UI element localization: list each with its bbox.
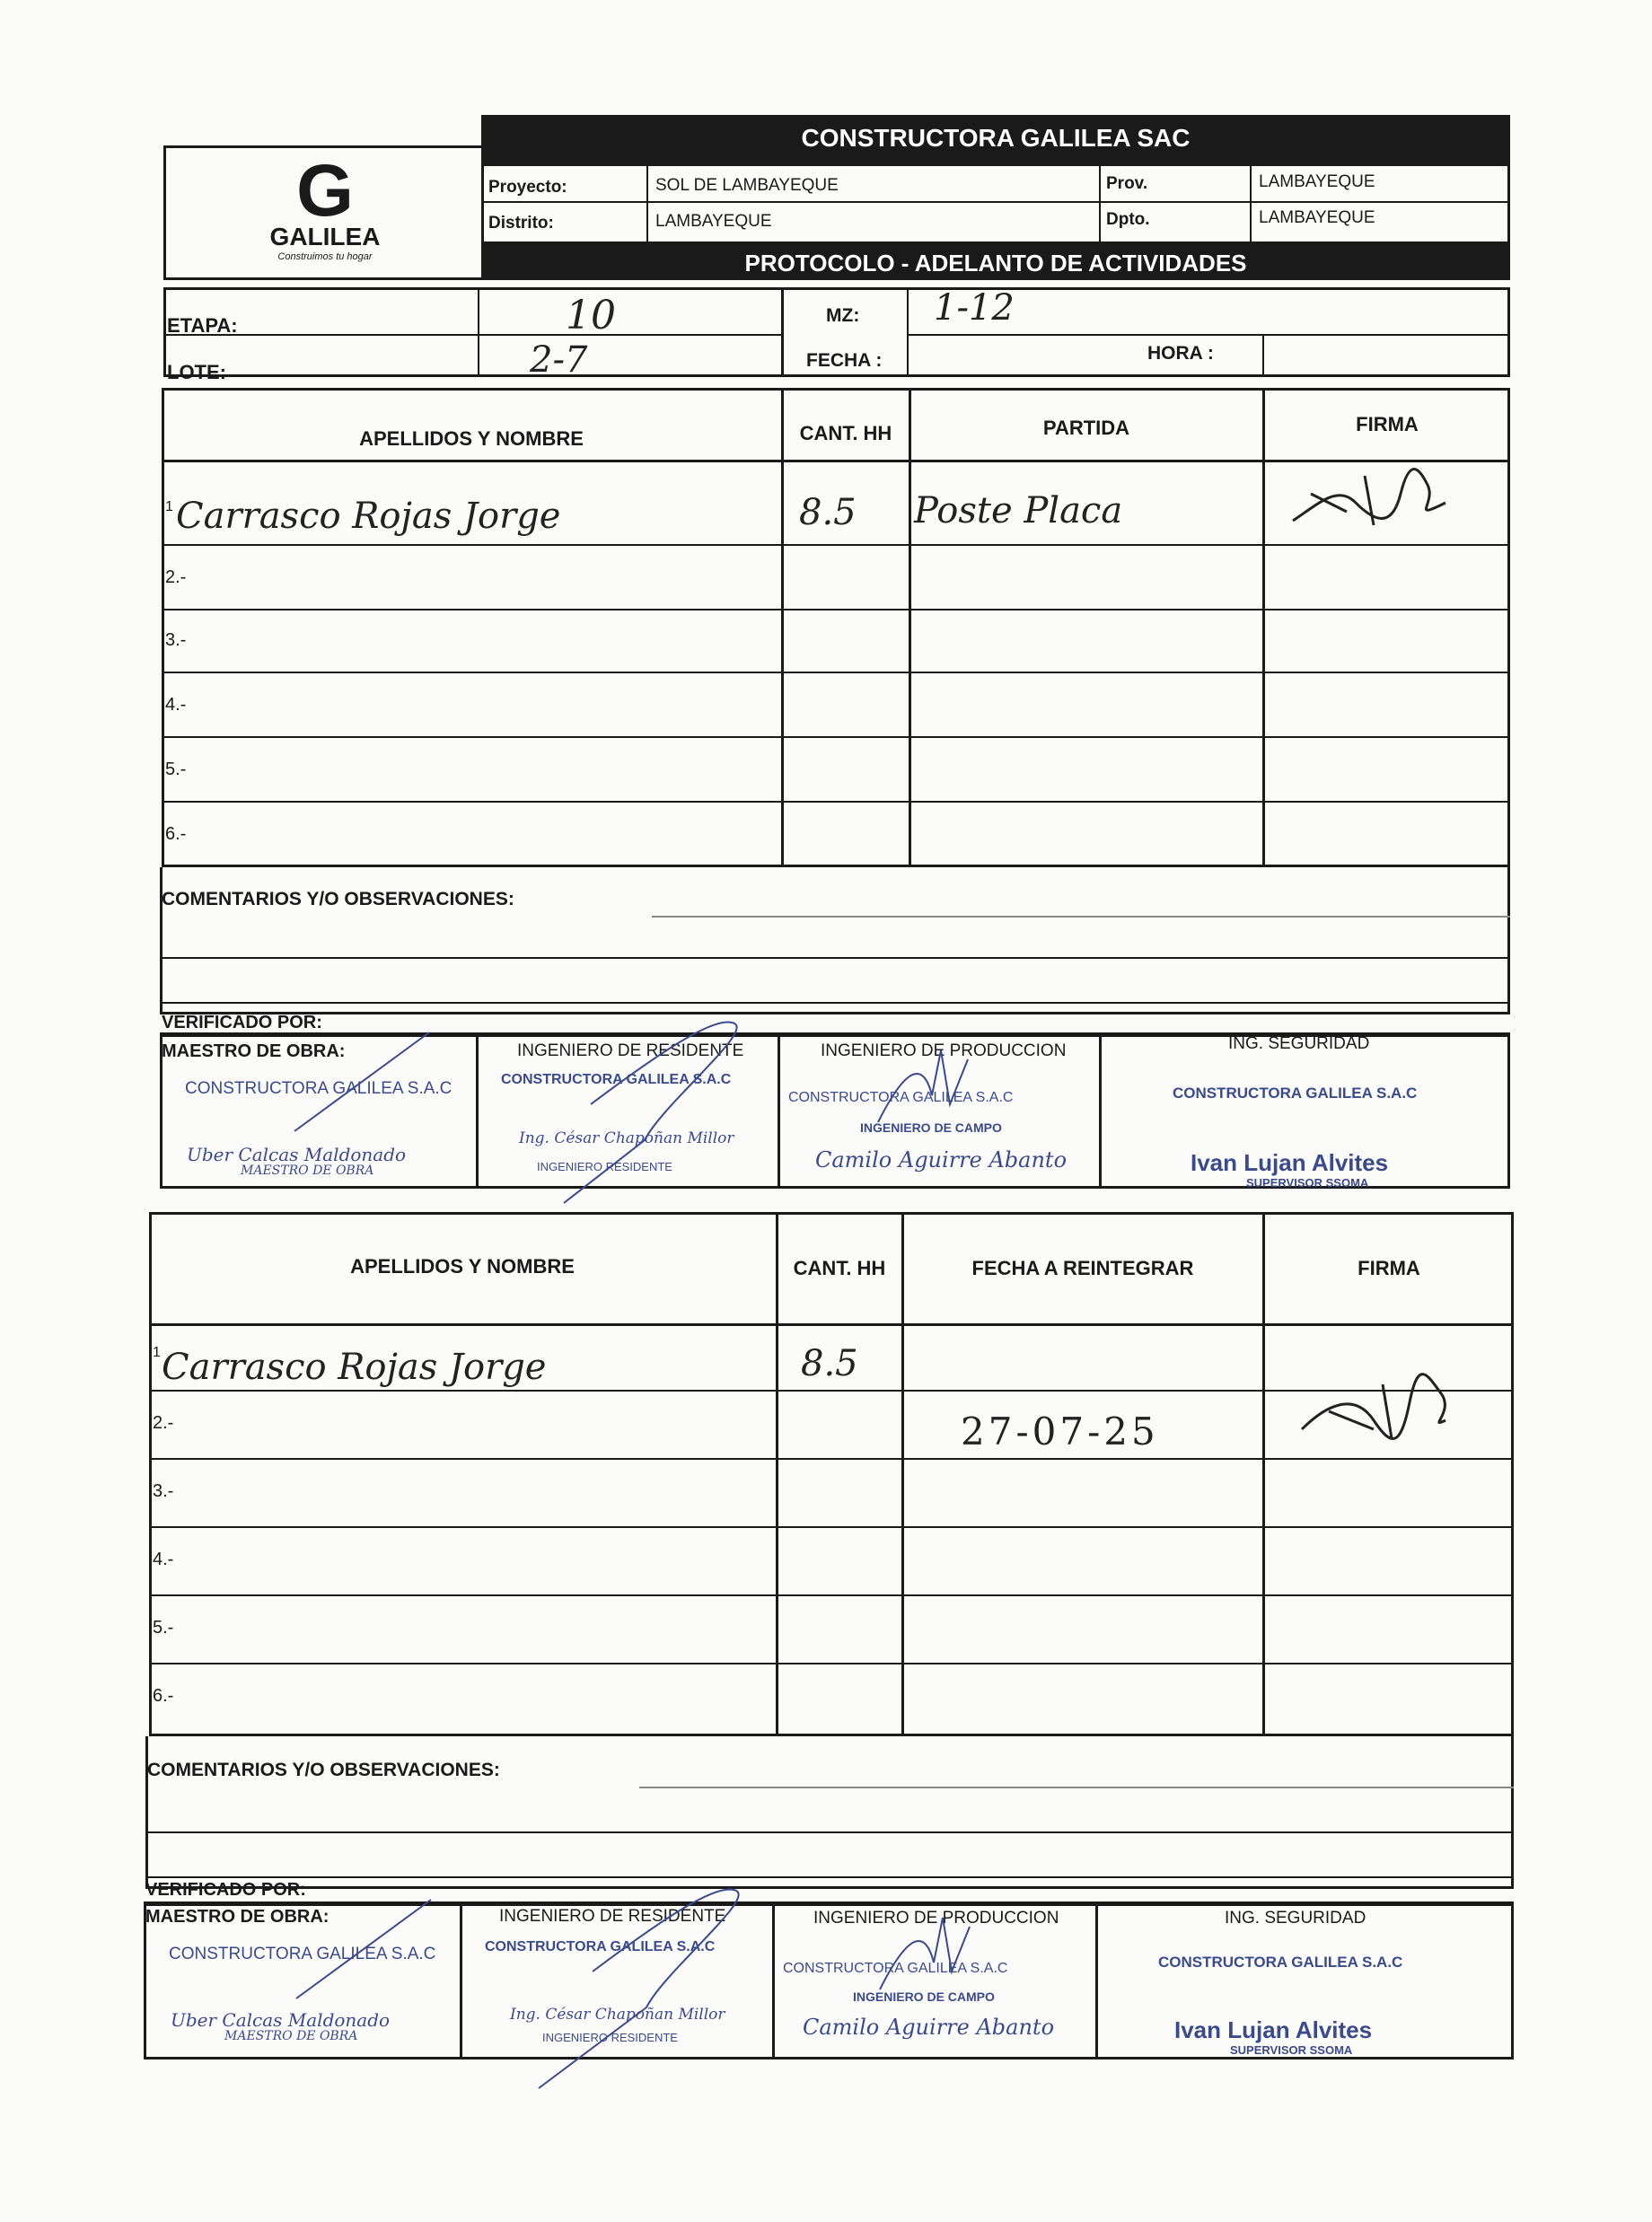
t2-col-hh: CANT. HH xyxy=(793,1257,886,1279)
t2-row2-num: 2.- xyxy=(153,1413,174,1433)
header-block xyxy=(163,115,1510,280)
t1-row1-name: Carrasco Rojas Jorge xyxy=(176,496,561,537)
stamp-residente-1-name: Ing. César Chapoñan Millor xyxy=(519,1129,734,1147)
t2-row2-signature xyxy=(1293,1366,1454,1456)
t2-col-name: APELLIDOS Y NOMBRE xyxy=(350,1255,575,1278)
lote-value: 2-7 xyxy=(530,339,588,381)
t2-col-firma: FIRMA xyxy=(1358,1257,1420,1279)
stamp-seguridad-2-name: Ivan Lujan Alvites xyxy=(1174,2016,1373,2043)
proyecto-value: SOL DE LAMBAYEQUE xyxy=(655,176,839,195)
stamp-maestro-1-name: Uber Calcas Maldonado xyxy=(187,1144,407,1165)
t2-row1-num: 1 xyxy=(153,1345,161,1360)
maestro-2-label: MAESTRO DE OBRA: xyxy=(145,1907,330,1927)
stamp-maestro-2-role: MAESTRO DE OBRA xyxy=(224,2029,358,2043)
stamp-seguridad-1-name: Ivan Lujan Alvites xyxy=(1191,1149,1389,1176)
stamp-seguridad-2-company: CONSTRUCTORA GALILEA S.A.C xyxy=(1158,1954,1403,1971)
seguridad-1-label: ING. SEGURIDAD xyxy=(1228,1034,1370,1053)
t1-col-hh: CANT. HH xyxy=(799,422,892,444)
t1-row1-hh: 8.5 xyxy=(799,492,857,533)
dpto-value: LAMBAYEQUE xyxy=(1259,208,1375,227)
produccion-2-label: INGENIERO DE PRODUCCION xyxy=(813,1909,1059,1928)
lote-label: LOTE: xyxy=(167,361,226,383)
stamp-seguridad-1-company: CONSTRUCTORA GALILEA S.A.C xyxy=(1173,1085,1418,1102)
t1-row5-num: 5.- xyxy=(165,760,187,779)
residente-1-label: INGENIERO DE RESIDENTE xyxy=(517,1041,744,1060)
produccion-1-label: INGENIERO DE PRODUCCION xyxy=(821,1041,1067,1060)
t1-row2-num: 2.- xyxy=(165,567,187,587)
logo-name: GALILEA xyxy=(269,223,381,250)
stamp-residente-2-role: INGENIERO RESIDENTE xyxy=(542,2031,678,2044)
stamp-maestro-2-company: CONSTRUCTORA GALILEA S.A.C xyxy=(169,1945,436,1963)
distrito-label: Distrito: xyxy=(488,214,554,233)
stamp-maestro-1-company: CONSTRUCTORA GALILEA S.A.C xyxy=(185,1079,453,1098)
comments-2-label: COMENTARIOS Y/O OBSERVACIONES: xyxy=(147,1760,500,1780)
stamp-produccion-2-company: CONSTRUCTORA GALILEA S.A.C xyxy=(783,1961,1008,1976)
mz-label: MZ: xyxy=(826,305,860,326)
stamp-produccion-2-role: INGENIERO DE CAMPO xyxy=(853,1989,995,2004)
seguridad-2-label: ING. SEGURIDAD xyxy=(1225,1909,1366,1928)
stamp-produccion-1-role: INGENIERO DE CAMPO xyxy=(860,1120,1002,1135)
prov-value: LAMBAYEQUE xyxy=(1259,172,1375,191)
proyecto-label: Proyecto: xyxy=(488,178,567,197)
protocol-subtitle: PROTOCOLO - ADELANTO DE ACTIVIDADES xyxy=(744,250,1247,277)
company-title: CONSTRUCTORA GALILEA SAC xyxy=(801,124,1191,152)
comments-1-label: COMENTARIOS Y/O OBSERVACIONES: xyxy=(162,889,514,909)
logo-letter: G xyxy=(296,150,354,232)
stamp-maestro-2-name: Uber Calcas Maldonado xyxy=(171,2009,391,2031)
hora-label: HORA : xyxy=(1147,343,1214,364)
dpto-label: Dpto. xyxy=(1106,210,1150,229)
stamp-maestro-1-role: MAESTRO DE OBRA xyxy=(241,1164,374,1178)
mz-value: 1-12 xyxy=(934,287,1015,329)
t2-row6-num: 6.- xyxy=(153,1686,174,1706)
t1-row1-num: 1 xyxy=(165,499,173,514)
t2-col-fecha: FECHA A REINTEGRAR xyxy=(971,1257,1194,1279)
stamp-residente-2-company: CONSTRUCTORA GALILEA S.A.C xyxy=(485,1939,716,1954)
t2-row1-name: Carrasco Rojas Jorge xyxy=(162,1347,547,1388)
stamp-produccion-1-name: Camilo Aguirre Abanto xyxy=(815,1147,1068,1172)
t2-row5-num: 5.- xyxy=(153,1618,174,1638)
stamp-residente-1-company: CONSTRUCTORA GALILEA S.A.C xyxy=(501,1072,732,1087)
residente-2-label: INGENIERO DE RESIDENTE xyxy=(499,1907,726,1926)
t2-row3-num: 3.- xyxy=(153,1481,174,1501)
t1-row4-num: 4.- xyxy=(165,695,187,715)
t1-row6-num: 6.- xyxy=(165,824,187,844)
prov-label: Prov. xyxy=(1106,174,1148,193)
verificado-2-label: VERIFICADO POR: xyxy=(145,1880,306,1900)
company-logo xyxy=(199,150,451,271)
logo-tagline: Construimos tu hogar xyxy=(277,251,373,262)
table-2 xyxy=(149,1212,1514,1736)
t1-col-partida: PARTIDA xyxy=(1042,417,1130,439)
stamp-produccion-1-company: CONSTRUCTORA GALILEA S.A.C xyxy=(788,1090,1014,1105)
stamp-produccion-2-name: Camilo Aguirre Abanto xyxy=(803,2015,1055,2040)
etapa-value: 10 xyxy=(566,293,616,338)
distrito-value: LAMBAYEQUE xyxy=(655,212,772,231)
t1-row1-partida: Poste Placa xyxy=(914,490,1123,531)
t1-row3-num: 3.- xyxy=(165,630,187,650)
verificado-1-label: VERIFICADO POR: xyxy=(162,1013,322,1032)
stamp-seguridad-1-role: SUPERVISOR SSOMA xyxy=(1246,1176,1369,1190)
maestro-1-label: MAESTRO DE OBRA: xyxy=(162,1041,346,1061)
fecha-label: FECHA : xyxy=(806,350,883,371)
stamp-residente-1-role: INGENIERO RESIDENTE xyxy=(537,1160,672,1173)
verification-1-signatures xyxy=(160,997,1510,1212)
stamp-residente-2-name: Ing. César Chapoñan Millor xyxy=(510,2006,725,2024)
t2-row4-num: 4.- xyxy=(153,1550,174,1569)
stamp-seguridad-2-role: SUPERVISOR SSOMA xyxy=(1230,2043,1353,2057)
t1-col-name: APELLIDOS Y NOMBRE xyxy=(359,427,584,450)
t2-row2-fecha: 27-07-25 xyxy=(961,1410,1159,1454)
t1-row1-signature xyxy=(1284,458,1454,539)
verification-2-signatures xyxy=(144,1864,1514,2097)
etapa-label: ETAPA: xyxy=(167,314,238,337)
t1-col-firma: FIRMA xyxy=(1356,413,1419,435)
t2-row1-hh: 8.5 xyxy=(801,1343,858,1384)
